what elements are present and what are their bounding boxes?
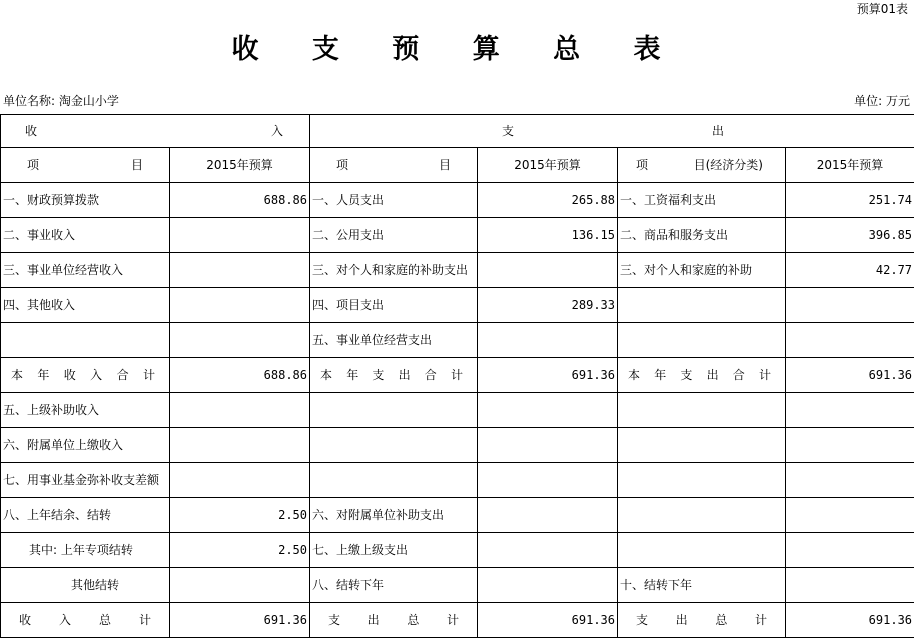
expense-item: 五、事业单位经营支出 xyxy=(310,323,478,358)
table-row xyxy=(1,253,914,288)
income-value: 2.50 xyxy=(170,498,310,533)
income-section-char-2: 入 xyxy=(271,124,283,138)
econ-subtotal-char: 本 xyxy=(628,368,640,382)
income-item: 其他结转 xyxy=(1,568,170,603)
expense-value xyxy=(478,253,618,288)
table-row xyxy=(1,498,914,533)
econ-value xyxy=(786,323,914,358)
form-code: 预算01表 xyxy=(857,2,908,16)
expense-value xyxy=(478,393,618,428)
income-subtotal-char: 合 xyxy=(117,368,129,382)
income-total-char: 收 xyxy=(19,613,31,627)
income-item: 一、财政预算拨款 xyxy=(1,183,170,218)
econ-subtotal-char: 支 xyxy=(680,368,692,382)
income-total-label xyxy=(1,603,170,638)
econ-subtotal-char: 计 xyxy=(759,368,771,382)
unit-name-label: 单位名称: 淘金山小学 xyxy=(3,92,119,109)
econ-item: 二、商品和服务支出 xyxy=(618,218,786,253)
income-value: 688.86 xyxy=(170,183,310,218)
econ-item: 三、对个人和家庭的补助 xyxy=(618,253,786,288)
table-row xyxy=(1,568,914,603)
expense-item: 一、人员支出 xyxy=(310,183,478,218)
table-row xyxy=(1,533,914,568)
econ-item-header xyxy=(618,148,786,183)
table-row xyxy=(1,393,914,428)
income-value xyxy=(170,428,310,463)
expense-subtotal-char: 年 xyxy=(346,368,358,382)
expense-total-label xyxy=(310,603,478,638)
econ-total-value: 691.36 xyxy=(786,603,914,638)
income-value xyxy=(170,393,310,428)
expense-total-char: 总 xyxy=(407,613,419,627)
income-subtotal-char: 年 xyxy=(37,368,49,382)
econ-value xyxy=(786,288,914,323)
econ-value xyxy=(786,533,914,568)
table-row xyxy=(1,183,914,218)
expense-value xyxy=(478,428,618,463)
expense-total-char: 出 xyxy=(368,613,380,627)
econ-item-header-left: 项 xyxy=(636,158,648,172)
income-item-header-char-2: 目 xyxy=(131,158,143,172)
total-row xyxy=(1,603,914,638)
econ-value xyxy=(786,393,914,428)
income-total-value: 691.36 xyxy=(170,603,310,638)
expense-item: 四、项目支出 xyxy=(310,288,478,323)
table-row xyxy=(1,288,914,323)
expense-subtotal-char: 本 xyxy=(320,368,332,382)
econ-item xyxy=(618,393,786,428)
income-value: 2.50 xyxy=(170,533,310,568)
econ-value xyxy=(786,463,914,498)
subtotal-row xyxy=(1,358,914,393)
expense-subtotal-char: 出 xyxy=(399,368,411,382)
econ-item xyxy=(618,463,786,498)
income-item: 五、上级补助收入 xyxy=(1,393,170,428)
table-row xyxy=(1,323,914,358)
income-item: 八、上年结余、结转 xyxy=(1,498,170,533)
income-item-header-char-1: 项 xyxy=(27,158,39,172)
income-subtotal-char: 入 xyxy=(90,368,102,382)
econ-value: 42.77 xyxy=(786,253,914,288)
expense-subtotal-value: 691.36 xyxy=(478,358,618,393)
expense-budget-header: 2015年预算 xyxy=(478,148,618,183)
income-value xyxy=(170,253,310,288)
expense-item xyxy=(310,428,478,463)
header-row-sections xyxy=(1,115,914,148)
expense-item xyxy=(310,393,478,428)
econ-value: 396.85 xyxy=(786,218,914,253)
econ-total-char: 计 xyxy=(755,613,767,627)
expense-total-char: 计 xyxy=(447,613,459,627)
econ-subtotal-char: 合 xyxy=(733,368,745,382)
expense-section-header xyxy=(310,115,914,148)
income-section-header xyxy=(1,115,310,148)
income-value xyxy=(170,463,310,498)
income-subtotal-char: 计 xyxy=(143,368,155,382)
expense-subtotal-label xyxy=(310,358,478,393)
econ-total-char: 支 xyxy=(636,613,648,627)
expense-value xyxy=(478,463,618,498)
econ-total-char: 总 xyxy=(715,613,727,627)
currency-unit-label: 单位: 万元 xyxy=(854,92,910,109)
expense-section-char-2: 出 xyxy=(712,124,724,138)
expense-item-header xyxy=(310,148,478,183)
expense-subtotal-char: 支 xyxy=(372,368,384,382)
income-total-char: 计 xyxy=(139,613,151,627)
expense-value: 136.15 xyxy=(478,218,618,253)
income-value xyxy=(170,323,310,358)
expense-subtotal-char: 计 xyxy=(451,368,463,382)
expense-value: 265.88 xyxy=(478,183,618,218)
income-total-char: 总 xyxy=(99,613,111,627)
expense-item xyxy=(310,463,478,498)
expense-subtotal-char: 合 xyxy=(425,368,437,382)
income-item xyxy=(1,323,170,358)
budget-summary-table xyxy=(0,114,914,638)
econ-total-label xyxy=(618,603,786,638)
income-total-char: 入 xyxy=(59,613,71,627)
income-item-header xyxy=(1,148,170,183)
header-row-columns xyxy=(1,148,914,183)
econ-budget-header: 2015年预算 xyxy=(786,148,914,183)
expense-item: 二、公用支出 xyxy=(310,218,478,253)
income-item: 二、事业收入 xyxy=(1,218,170,253)
expense-total-value: 691.36 xyxy=(478,603,618,638)
income-item: 其中: 上年专项结转 xyxy=(1,533,170,568)
table-row xyxy=(1,218,914,253)
table-row xyxy=(1,463,914,498)
econ-value xyxy=(786,568,914,603)
expense-value: 289.33 xyxy=(478,288,618,323)
econ-item: 一、工资福利支出 xyxy=(618,183,786,218)
expense-item-header-char-1: 项 xyxy=(336,158,348,172)
income-section-char-1: 收 xyxy=(25,124,37,138)
econ-item xyxy=(618,323,786,358)
expense-item: 八、结转下年 xyxy=(310,568,478,603)
income-subtotal-value: 688.86 xyxy=(170,358,310,393)
income-subtotal-char: 收 xyxy=(64,368,76,382)
expense-item: 六、对附属单位补助支出 xyxy=(310,498,478,533)
expense-section-char-1: 支 xyxy=(502,124,514,138)
econ-value xyxy=(786,428,914,463)
econ-value xyxy=(786,498,914,533)
econ-item-header-right: 目(经济分类) xyxy=(694,158,763,172)
income-subtotal-char: 本 xyxy=(11,368,23,382)
income-budget-header: 2015年预算 xyxy=(170,148,310,183)
expense-value xyxy=(478,323,618,358)
income-value xyxy=(170,288,310,323)
income-value xyxy=(170,568,310,603)
econ-item xyxy=(618,498,786,533)
econ-subtotal-char: 年 xyxy=(654,368,666,382)
econ-total-char: 出 xyxy=(676,613,688,627)
expense-value xyxy=(478,568,618,603)
econ-item xyxy=(618,428,786,463)
page-title: 收 支 预 算 总 表 xyxy=(0,32,914,68)
econ-subtotal-value: 691.36 xyxy=(786,358,914,393)
econ-value: 251.74 xyxy=(786,183,914,218)
econ-subtotal-char: 出 xyxy=(707,368,719,382)
expense-value xyxy=(478,498,618,533)
expense-item: 三、对个人和家庭的补助支出 xyxy=(310,253,478,288)
expense-item: 七、上缴上级支出 xyxy=(310,533,478,568)
expense-item-header-char-2: 目 xyxy=(439,158,451,172)
income-item: 三、事业单位经营收入 xyxy=(1,253,170,288)
income-item: 四、其他收入 xyxy=(1,288,170,323)
econ-item xyxy=(618,533,786,568)
expense-total-char: 支 xyxy=(328,613,340,627)
income-value xyxy=(170,218,310,253)
income-item: 七、用事业基金弥补收支差额 xyxy=(1,463,170,498)
income-item: 六、附属单位上缴收入 xyxy=(1,428,170,463)
econ-item xyxy=(618,288,786,323)
econ-item: 十、结转下年 xyxy=(618,568,786,603)
table-row xyxy=(1,428,914,463)
econ-subtotal-label xyxy=(618,358,786,393)
income-subtotal-label xyxy=(1,358,170,393)
expense-value xyxy=(478,533,618,568)
